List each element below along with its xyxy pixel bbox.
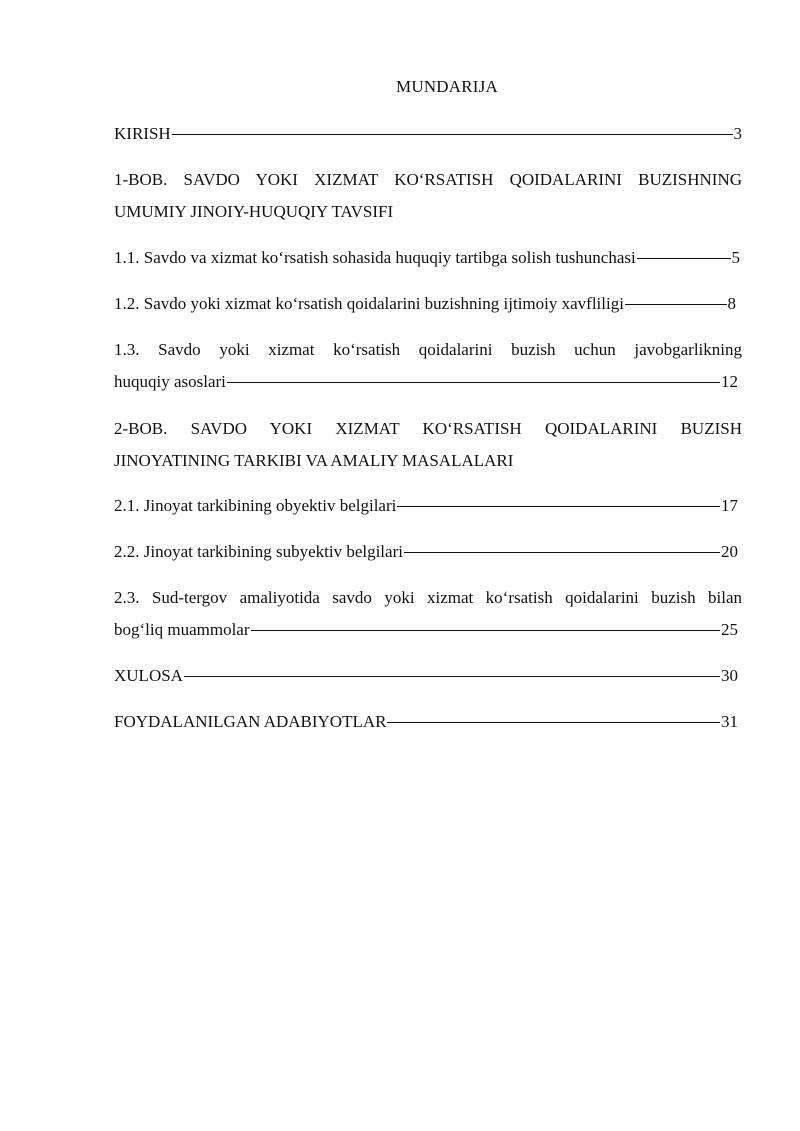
toc-entry-2-1[interactable] xyxy=(114,490,738,522)
toc-leader xyxy=(227,382,720,383)
toc-chapter-heading-line2: UMUMIY JINOIY-HUQUQIY TAVSIFI xyxy=(114,202,394,221)
toc-entry-2-2[interactable] xyxy=(114,536,738,568)
toc-leader xyxy=(637,258,731,259)
toc-page-number: 30 xyxy=(721,666,738,685)
toc-page-number: 8 xyxy=(727,294,736,313)
toc-page-number: 31 xyxy=(721,712,738,731)
toc-leader xyxy=(172,134,733,135)
toc-entry-2-3[interactable] xyxy=(114,582,742,646)
toc-entry-label-line2: bog‘liq muammolar xyxy=(114,620,250,639)
toc-entry-label: XULOSA xyxy=(114,666,183,685)
toc-entry-1-2[interactable] xyxy=(114,288,736,320)
toc-leader xyxy=(404,552,720,553)
toc-entry-label-line1: 1.3. Savdo yoki xizmat ko‘rsatish qoidalarini buzish uchun javobgarlikning xyxy=(114,340,742,359)
toc-leader xyxy=(184,676,720,677)
toc-page-number: 3 xyxy=(733,124,742,143)
toc-entry-label-line1: 2.3. Sud-tergov amaliyotida savdo yoki xizmat ko‘rsatish qoidalarini buzish bilan xyxy=(114,588,742,607)
toc-page-number: 25 xyxy=(721,620,738,639)
toc-page-number: 12 xyxy=(721,372,738,391)
toc-leader xyxy=(251,630,720,631)
toc-entry-label: 2.2. Jinoyat tarkibining subyektiv belgilari xyxy=(114,542,403,561)
toc-entry-adabiyotlar[interactable] xyxy=(114,706,738,738)
toc-page-number: 20 xyxy=(721,542,738,561)
toc-leader xyxy=(625,304,727,305)
toc-leader xyxy=(387,722,720,723)
toc-entry-xulosa[interactable] xyxy=(114,660,738,692)
toc-page-number: 17 xyxy=(721,496,738,515)
page-title: MUNDARIJA xyxy=(396,77,498,96)
toc-entry-label: 1.1. Savdo va xizmat ko‘rsatish sohasida huquqiy tartibga solish tushunchasi xyxy=(114,248,636,267)
toc-entry-label: FOYDALANILGAN ADABIYOTLAR xyxy=(114,712,387,731)
toc-entry-label: 1.2. Savdo yoki xizmat ko‘rsatish qoidalarini buzishning ijtimoiy xavfliligi xyxy=(114,294,624,313)
toc-leader xyxy=(397,506,720,507)
toc-entry-label: KIRISH xyxy=(114,124,171,143)
toc-entry-1-1[interactable] xyxy=(114,242,740,274)
toc-chapter-1[interactable] xyxy=(114,164,742,228)
toc-entry-1-3[interactable] xyxy=(114,334,742,398)
toc-entry-label-line2: huquqiy asoslari xyxy=(114,372,226,391)
toc-entry-kirish[interactable] xyxy=(114,118,742,150)
toc-chapter-2[interactable] xyxy=(114,413,742,477)
toc-chapter-heading-line1: 1-BOB. SAVDO YOKI XIZMAT KO‘RSATISH QOIDALARINI BUZISHNING xyxy=(114,170,742,189)
toc-chapter-heading-line2: JINOYATINING TARKIBI VA AMALIY MASALALARI xyxy=(114,451,514,470)
toc-page-number: 5 xyxy=(731,248,740,267)
toc-chapter-heading-line1: 2-BOB. SAVDO YOKI XIZMAT KO‘RSATISH QOIDALARINI BUZISH xyxy=(114,419,742,438)
toc-entry-label: 2.1. Jinoyat tarkibining obyektiv belgilari xyxy=(114,496,397,515)
